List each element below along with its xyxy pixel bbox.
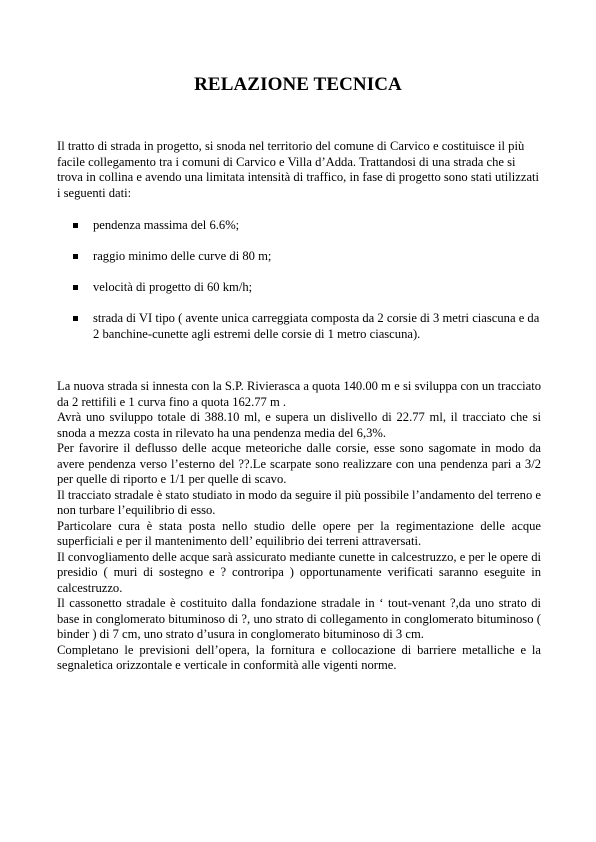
body-paragraph: Completano le previsioni dell’opera, la fornitura e collocazione di barriere metalliche e la segnaletica orizzontale e verticale in conformità alle vigenti norme. [57,642,541,672]
list-item [57,249,541,265]
square-bullet-icon [73,285,78,290]
list-item-text: pendenza massima del 6.6%; [93,218,240,232]
body-paragraph: Avrà uno sviluppo totale di 388.10 ml, e supera un dislivello di 22.77 ml, il tracciato che si snoda a mezza costa in rilevato ha una pendenza media del 6,3%. [57,410,541,440]
design-data-list [57,218,541,358]
body-paragraph: Il convogliamento delle acque sarà assicurato mediante cunette in calcestruzzo, e per le opere di presidio ( muri di sostegno e ? controripa ) opportunamente verificati saranno eseguite in calcestruzzo. [57,549,541,595]
list-item-text: strada di VI tipo ( avente unica carreggiata composta da 2 corsie di 3 metri ciascuna e da 2 banchine-cunette agli estremi delle corsie di 1 metro ciascuna). [93,311,540,341]
body-section [57,379,541,674]
body-paragraph: Il cassonetto stradale è costituito dalla fondazione stradale in ‘ tout-venant ?,da uno strato di base in conglomerato bituminoso di ?, uno strato di collegamento in conglomerato bituminoso ( binder ) di 7 cm, uno strato d’usura in conglomerato bituminoso di 3 cm. [57,596,541,641]
body-paragraph: Per favorire il deflusso delle acque meteoriche dalle corsie, esse sono sagomate in modo da avere pendenza verso l’esterno del ??.Le scarpate sono realizzare con una pendenza pari a 3/2 per quelle di riporto e 1/1 per quelle di scavo. [57,441,541,486]
body-paragraph: La nuova strada si innesta con la S.P. Rivierasca a quota 140.00 m e si sviluppa con un tracciato da 2 rettifili e 1 curva fino a quota 162.77 m . [57,379,541,409]
document-title: RELAZIONE TECNICA [194,74,402,95]
list-item [57,280,541,296]
list-item-text: raggio minimo delle curve di 80 m; [93,249,272,263]
body-paragraph: Il tracciato stradale è stato studiato in modo da seguire il più possibile l’andamento del terreno e non turbare l’equilibrio di esso. [57,487,542,517]
intro-text: Il tratto di strada in progetto, si snoda nel territorio del comune di Carvico e costituisce il più facile collegamento tra i comuni di Carvico e Villa d’Adda. Trattandosi di una strada che si trova in collina e avendo una limitata intensità di traffico, in fase di progetto sono stati utilizzati i seguenti dati: [57,139,540,200]
body-paragraph: Particolare cura è stata posta nello studio delle opere per la regimentazione delle acque superficiali e per il mantenimento dell’ equilibrio dei terreni attraversati. [57,518,541,548]
square-bullet-icon [73,254,78,259]
square-bullet-icon [73,223,78,228]
list-item-text: velocità di progetto di 60 km/h; [93,280,253,294]
list-item [57,218,541,234]
intro-paragraph [57,139,541,201]
square-bullet-icon [73,316,78,321]
list-item [57,311,541,342]
